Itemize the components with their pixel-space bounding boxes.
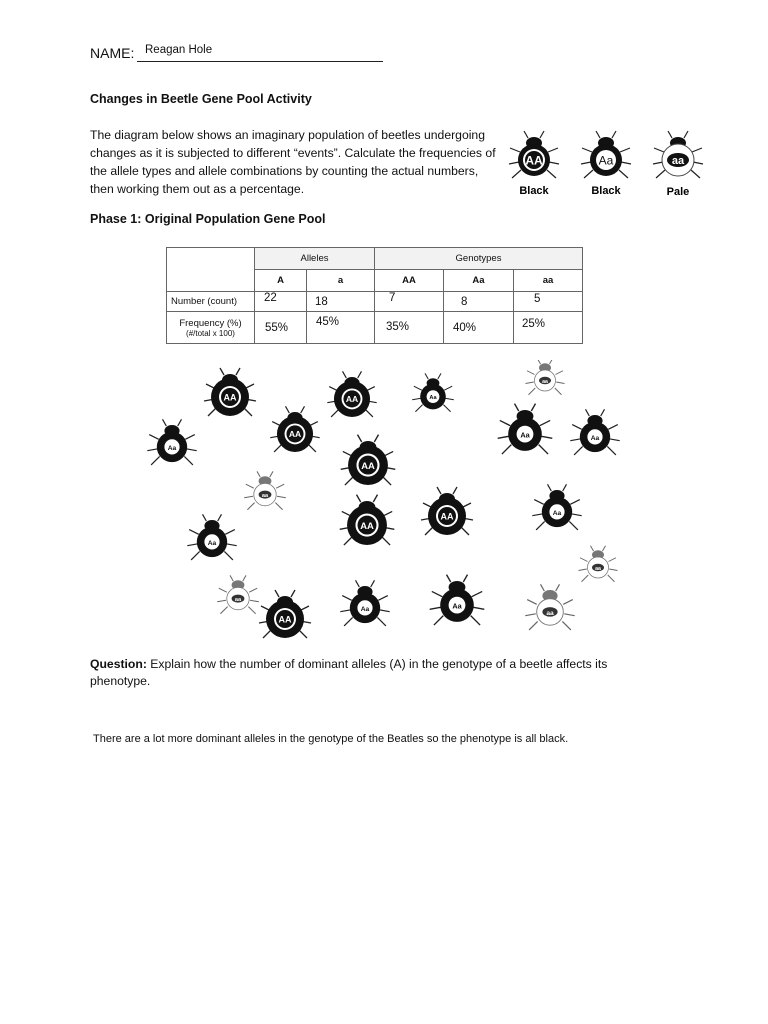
name-label: NAME: (90, 45, 135, 61)
genotypes-group-header: Genotypes (375, 248, 583, 270)
beetle-label: aa (261, 493, 269, 499)
beetle-aa (525, 584, 574, 630)
name-field-line (137, 61, 383, 62)
col-header-a: a (307, 270, 375, 292)
count-aa: 5 (534, 293, 541, 305)
beetle-key (508, 130, 718, 200)
count-cell-AA[interactable] (375, 292, 444, 312)
count-cell-A[interactable] (255, 292, 307, 312)
freq-cell-A[interactable] (255, 312, 307, 344)
col-header-A: A (255, 270, 307, 292)
alleles-group-header: Alleles (255, 248, 375, 270)
beetle-label: aa (595, 565, 601, 572)
key-genotype-1: AA (525, 153, 543, 168)
question-text: Explain how the number of dominant alleles (A) in the genotype of a beetle affects its phenotype. (90, 657, 608, 688)
beetle-key-graphic (508, 130, 718, 200)
beetle-label: Aa (552, 509, 562, 517)
key-phenotype-3: Pale (666, 186, 690, 198)
beetle-label: AA (360, 520, 374, 532)
key-beetle-Aa (581, 131, 631, 178)
freq-cell-Aa[interactable] (444, 312, 514, 344)
beetle-AA (341, 435, 396, 485)
key-phenotype-1: Black (519, 185, 549, 197)
row-label-count: Number (count) (167, 292, 255, 312)
beetle-label: Aa (207, 539, 217, 547)
beetle-label: AA (361, 460, 375, 472)
col-header-AA: AA (375, 270, 444, 292)
count-Aa: 8 (461, 296, 468, 308)
beetle-Aa (430, 575, 485, 625)
key-genotype-2: Aa (598, 153, 614, 168)
beetle-label: AA (278, 614, 292, 625)
beetle-label: aa (234, 597, 242, 603)
beetle-AA (421, 487, 473, 535)
table-corner (167, 248, 255, 292)
beetle-aa (526, 360, 565, 395)
beetle-population (140, 360, 640, 645)
count-cell-aa[interactable] (514, 292, 583, 312)
name-field-value[interactable]: Reagan Hole (145, 44, 213, 56)
frequency-label: Frequency (%) (179, 317, 242, 329)
freq-cell-aa[interactable] (514, 312, 583, 344)
beetle-label: AA (288, 429, 302, 440)
beetle-Aa (412, 373, 454, 411)
beetle-Aa (187, 514, 236, 560)
key-beetle-aa (653, 131, 703, 178)
gene-pool-table (166, 247, 583, 344)
beetle-Aa (340, 580, 389, 626)
beetle-AA (259, 590, 311, 638)
beetle-label: Aa (452, 601, 462, 611)
beetle-Aa (532, 484, 581, 530)
count-A: 22 (264, 292, 277, 304)
freq-cell-AA[interactable] (375, 312, 444, 344)
beetle-label: Aa (429, 395, 437, 401)
beetle-aa (579, 546, 618, 582)
key-phenotype-2: Black (591, 185, 621, 197)
count-a: 18 (315, 296, 328, 308)
freq-A: 55% (265, 322, 289, 334)
beetle-label: aa (542, 378, 548, 385)
beetle-label: aa (546, 609, 554, 617)
freq-Aa: 40% (453, 322, 477, 334)
key-beetle-AA (509, 131, 559, 178)
freq-cell-a[interactable] (307, 312, 375, 344)
beetle-Aa (147, 419, 196, 465)
beetle-aa (244, 471, 286, 509)
beetle-label: Aa (520, 430, 530, 440)
frequency-sublabel: (#/total x 100) (186, 328, 235, 338)
beetle-AA (270, 406, 319, 452)
freq-AA: 35% (386, 321, 410, 333)
beetle-label: AA (345, 394, 359, 405)
beetle-label: Aa (360, 605, 370, 613)
col-header-aa: aa (514, 270, 583, 292)
beetle-AA (204, 368, 256, 416)
beetle-label: AA (440, 511, 454, 522)
question-label: Question: (90, 657, 147, 671)
beetle-AA (340, 495, 395, 545)
beetle-Aa (570, 409, 619, 455)
beetle-aa (217, 575, 259, 613)
count-cell-Aa[interactable] (444, 292, 514, 312)
question (90, 656, 650, 690)
freq-a: 45% (316, 316, 340, 328)
count-cell-a[interactable] (307, 292, 375, 312)
freq-aa: 25% (522, 318, 546, 330)
beetle-label: Aa (167, 444, 177, 452)
col-header-Aa: Aa (444, 270, 514, 292)
row-label-frequency (167, 312, 255, 344)
key-genotype-3: aa (671, 155, 685, 167)
beetle-label: Aa (590, 434, 600, 442)
intro-paragraph: The diagram below shows an imaginary population of beetles undergoing changes as it is subjected to different “events”. Calculate the frequencies of the allele types and allele combinations by counting the actual numbers, then working them out as a percentage. (90, 128, 496, 196)
count-AA: 7 (389, 292, 396, 304)
beetle-label: AA (223, 392, 237, 403)
answer-text[interactable]: There are a lot more dominant alleles in the genotype of the Beatles so the phenotype is all black. (93, 733, 569, 745)
activity-title: Changes in Beetle Gene Pool Activity (90, 92, 312, 106)
beetle-Aa (498, 404, 553, 454)
beetle-population-graphic (140, 360, 640, 645)
phase-1-heading: Phase 1: Original Population Gene Pool (90, 212, 326, 226)
beetle-AA (327, 371, 376, 417)
